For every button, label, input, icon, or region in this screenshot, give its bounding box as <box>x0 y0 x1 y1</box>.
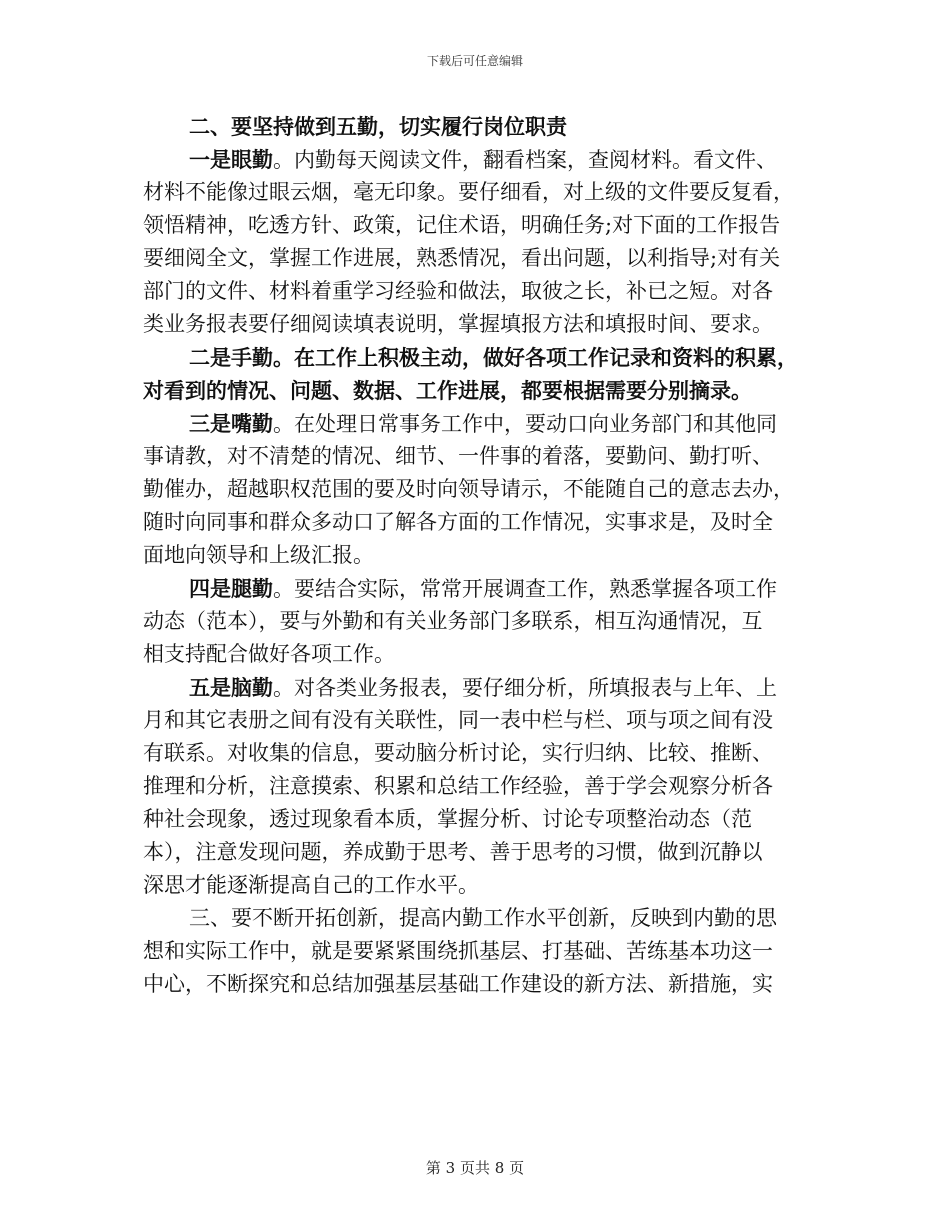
paragraph-text: 。对各类业务报表，要仔细分析，所填报表与上年、上 <box>273 676 777 700</box>
page-footer: 第 3 页共 8 页 <box>425 1159 525 1177</box>
paragraph-line: 二是手勤。在工作上积极主动，做好各项工作记录和资料的积累， <box>189 345 798 370</box>
paragraph-line: 材料不能像过眼云烟，毫无印象。要仔细看，对上级的文件要反复看， <box>143 180 794 204</box>
paragraph-line: 本），注意发现问题，养成勤于思考、善于思考的习惯，做到沉静以 <box>143 840 763 864</box>
paragraph-text: 。在处理日常事务工作中，要动口向业务部门和其他同 <box>273 412 777 436</box>
paragraph-line: 中心，不断探究和总结加强基层基础工作建设的新方法、新措施，实 <box>143 972 773 996</box>
paragraph-line: 有联系。对收集的信息，要动脑分析讨论，实行归纳、比较、推断、 <box>143 741 773 765</box>
paragraph-text: 。内勤每天阅读文件，翻看档案，查阅材料。看文件、 <box>273 148 777 172</box>
paragraph-line: 部门的文件、材料着重学习经验和做法，取彼之长，补已之短。对各 <box>143 279 773 303</box>
paragraph-line: 要细阅全文，掌握工作进展，熟悉情况，看出问题，以利指导;对有关 <box>143 246 781 270</box>
section-heading: 二、要坚持做到五勤，切实履行岗位职责 <box>189 114 567 139</box>
paragraph-line <box>143 572 823 605</box>
paragraph-line: 对看到的情况、问题、数据、工作进展，都要根据需要分别摘录。 <box>143 378 752 403</box>
paragraph-lead: 一是眼勤 <box>189 147 273 172</box>
paragraph-line <box>143 143 823 176</box>
paragraph-line: 事请教，对不清楚的情况、细节、一件事的着落，要勤问、勤打听、 <box>143 444 773 468</box>
paragraph-line: 动态（范本），要与外勤和有关业务部门多联系，相互沟通情况，互 <box>143 609 763 633</box>
paragraph-line: 类业务报表要仔细阅读填表说明，掌握填报方法和填报时间、要求。 <box>143 312 773 336</box>
paragraph-lead: 四是腿勤 <box>189 576 273 601</box>
paragraph-line: 面地向领导和上级汇报。 <box>143 543 374 567</box>
paragraph-line: 种社会现象，透过现象看本质，掌握分析、讨论专项整治动态（范 <box>143 807 752 831</box>
paragraph-text: 。要结合实际，常常开展调查工作，熟悉掌握各项工作 <box>273 577 777 601</box>
paragraph-line: 想和实际工作中，就是要紧紧围绕抓基层、打基础、苦练基本功这一 <box>143 939 773 963</box>
paragraph-line: 推理和分析，注意摸索、积累和总结工作经验，善于学会观察分析各 <box>143 774 773 798</box>
paragraph-line: 相支持配合做好各项工作。 <box>143 642 395 666</box>
paragraph-line: 领悟精神，吃透方针、政策，记住术语，明确任务;对下面的工作报告 <box>143 213 781 237</box>
paragraph-line: 深思才能逐渐提高自己的工作水平。 <box>143 873 479 897</box>
paragraph-line: 勤催办，超越职权范围的要及时向领导请示，不能随自己的意志去办， <box>143 477 794 501</box>
paragraph-lead: 五是脑勤 <box>189 675 273 700</box>
paragraph-line <box>143 671 823 704</box>
document-body <box>143 110 823 1001</box>
paragraph-line: 随时向同事和群众多动口了解各方面的工作情况，实事求是，及时全 <box>143 510 773 534</box>
paragraph-line <box>143 407 823 440</box>
page-header: 下载后可任意编辑 <box>426 54 523 68</box>
paragraph-line: 月和其它表册之间有没有关联性，同一表中栏与栏、项与项之间有没 <box>143 708 773 732</box>
paragraph-line: 三、要不断开拓创新，提高内勤工作水平创新，反映到内勤的思 <box>189 906 777 930</box>
paragraph-lead: 三是嘴勤 <box>189 411 273 436</box>
